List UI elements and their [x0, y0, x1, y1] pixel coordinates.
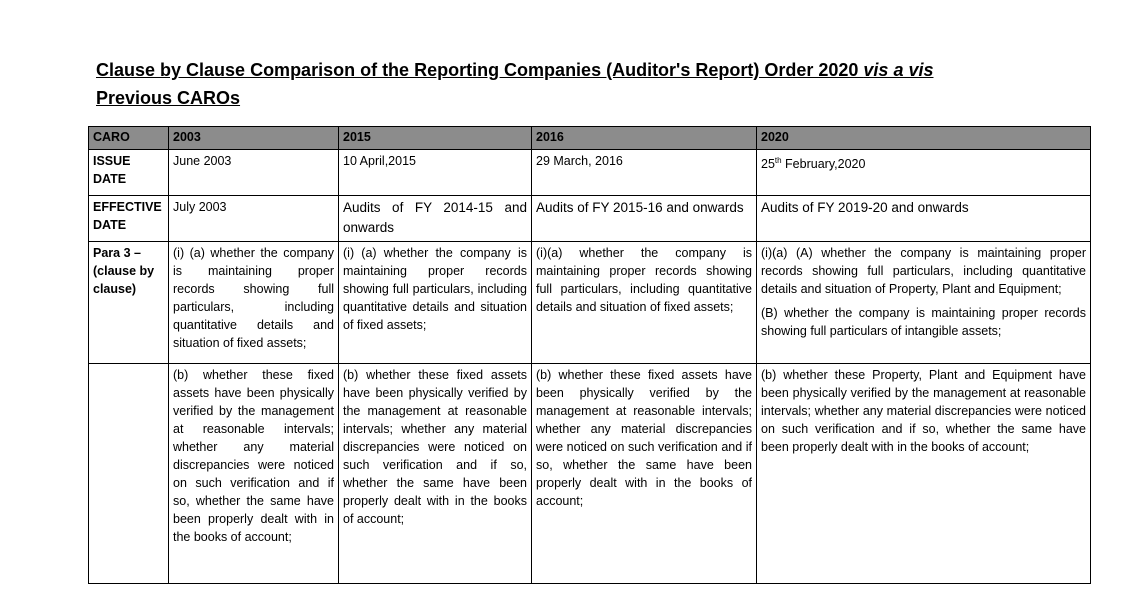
issue-2020-sup: th	[774, 156, 782, 165]
document-title	[96, 56, 996, 112]
effective-2020: Audits of FY 2019-20 and onwards	[757, 196, 1091, 242]
effective-2003: July 2003	[169, 196, 339, 242]
header-2020: 2020	[757, 127, 1091, 150]
title-text: Clause by Clause Comparison of the Reporting Companies (Auditor's Report) Order 2020	[96, 60, 864, 80]
issue-2015: 10 April,2015	[339, 150, 532, 196]
issue-label-line1: ISSUE	[93, 154, 131, 168]
header-2015: 2015	[339, 127, 532, 150]
effective-label-line1: EFFECTIVE	[93, 200, 162, 214]
effective-date-row	[89, 196, 1091, 242]
para3-2020-a: (i)(a) (A) whether the company is maintaining proper records showing full particulars, including quantitative details and situation of Property, Plant and Equipment;	[761, 246, 1086, 296]
issue-date-label	[89, 150, 169, 196]
effective-2015: Audits of FY 2014-15 and onwards	[339, 196, 532, 242]
para3-2015: (i) (a) whether the company is maintaining proper records showing full particulars, including quantitative details and situation of fixed assets;	[339, 242, 532, 364]
title-line-2: Previous CAROs	[96, 88, 241, 108]
comparison-table	[88, 126, 1091, 584]
header-row	[89, 127, 1091, 150]
clause-b-2020: (b) whether these Property, Plant and Equipment have been physically verified by the management at reasonable intervals; whether any material discrepancies were noticed on such verification and if so, whether the same have been properly dealt with in the books of account;	[757, 364, 1091, 584]
clause-b-2003: (b) whether these fixed assets have been physically verified by the management at reasonable intervals; whether any material discrepancies were noticed on such verification and if so, whether the same have been properly dealt with in the books of account;	[169, 364, 339, 584]
header-caro: CARO	[89, 127, 169, 150]
issue-2020-day: 25	[761, 157, 775, 172]
clause-b-2016: (b) whether these fixed assets have been physically verified by the management at reasonable intervals; whether any material discrepancies were noticed on such verification and if so, whether the same have been properly dealt with in the books of account;	[532, 364, 757, 584]
effective-2016: Audits of FY 2015-16 and onwards	[532, 196, 757, 242]
header-2003: 2003	[169, 127, 339, 150]
clause-b-label	[89, 364, 169, 584]
para3-2003: (i) (a) whether the company is maintaining proper records showing full particulars, including quantitative details and situation of fixed assets;	[169, 242, 339, 364]
effective-label-line2: DATE	[93, 218, 127, 232]
issue-2003: June 2003	[169, 150, 339, 196]
issue-2020-rest: February,2020	[781, 157, 866, 172]
para3-2020	[757, 242, 1091, 364]
header-2016: 2016	[532, 127, 757, 150]
issue-date-row	[89, 150, 1091, 196]
clause-b-row	[89, 364, 1091, 584]
title-italic: vis a vis	[863, 60, 934, 80]
para3-row	[89, 242, 1091, 364]
para3-2016: (i)(a) whether the company is maintaining proper records showing full particulars, including quantitative details and situation of fixed assets;	[532, 242, 757, 364]
effective-date-label	[89, 196, 169, 242]
para3-2020-b: (B) whether the company is maintaining proper records showing full particulars of intangible assets;	[761, 306, 1086, 338]
clause-b-2015: (b) whether these fixed assets have been physically verified by the management at reasonable intervals; whether any material discrepancies were noticed on such verification and if so, whether the same have been properly dealt with in the books of account;	[339, 364, 532, 584]
issue-2020	[757, 150, 1091, 196]
issue-2016: 29 March, 2016	[532, 150, 757, 196]
issue-label-line2: DATE	[93, 172, 127, 186]
para3-label: Para 3 – (clause by clause)	[89, 242, 169, 364]
